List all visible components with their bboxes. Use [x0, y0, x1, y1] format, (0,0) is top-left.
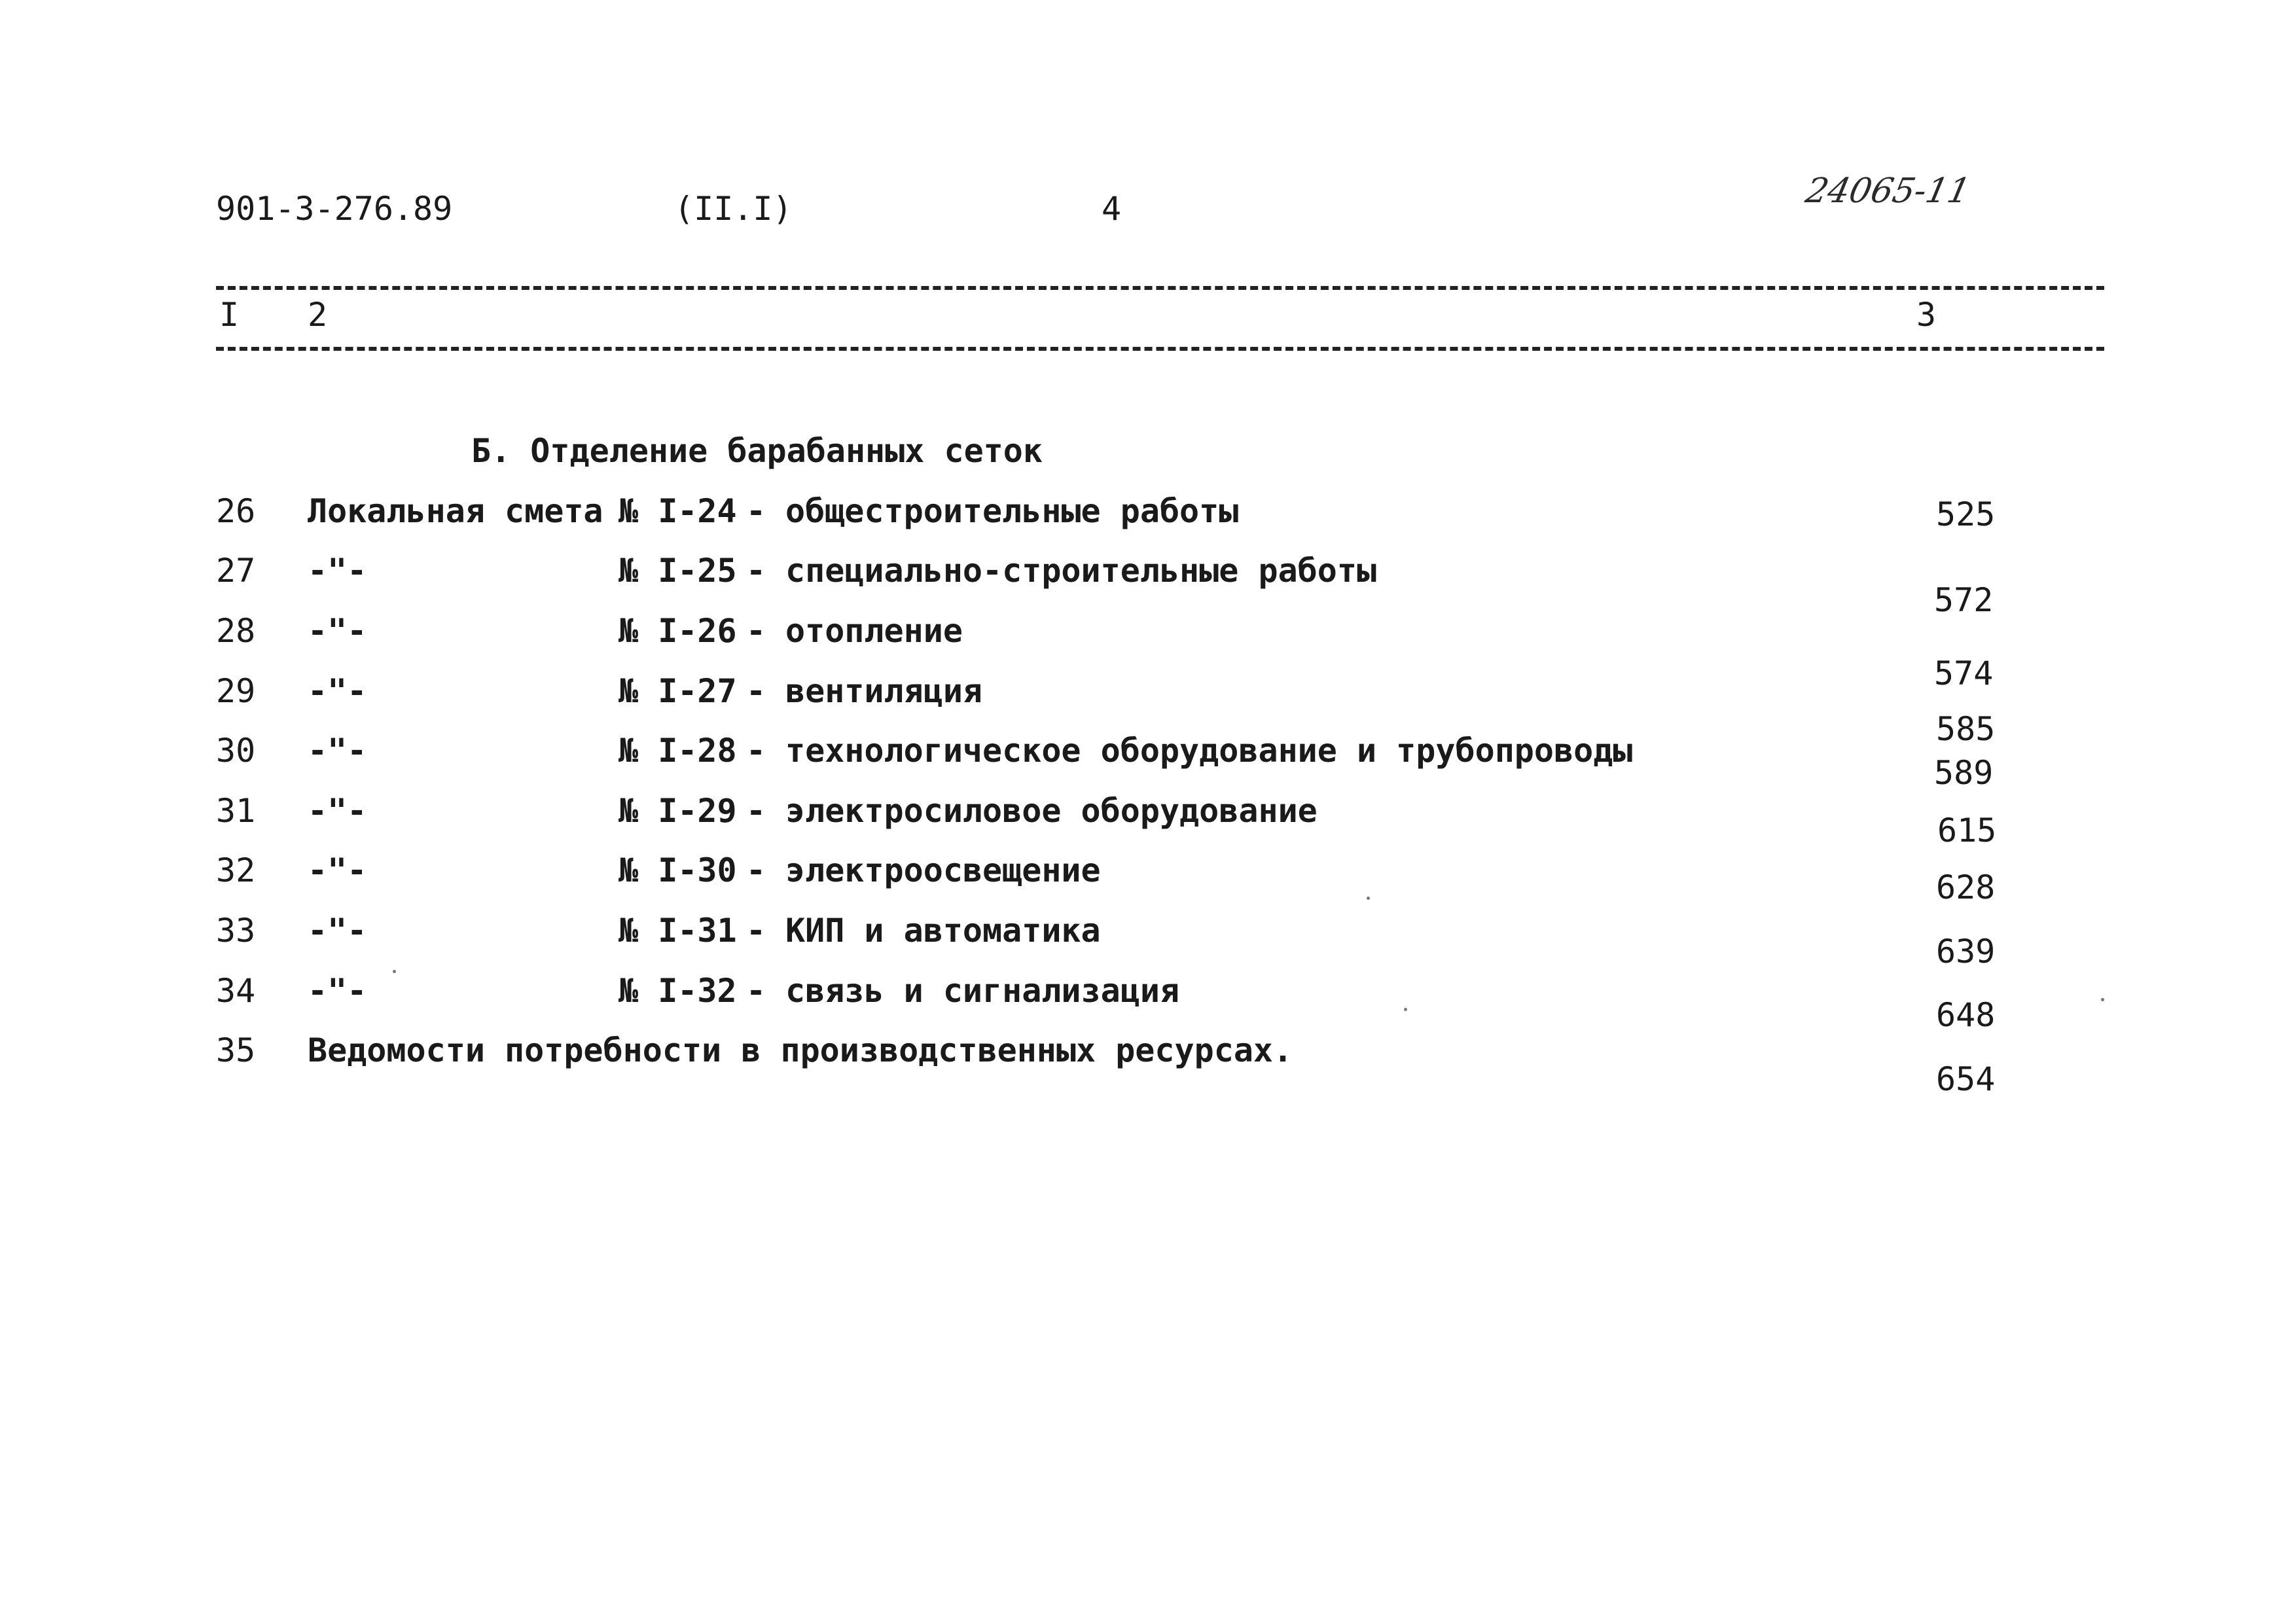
- item-reference: № I-30: [619, 851, 737, 889]
- item-type: -"-: [308, 972, 367, 1010]
- item-dash: -: [746, 851, 766, 889]
- item-number: 31: [216, 792, 256, 830]
- item-number: 26: [216, 492, 256, 530]
- page-number: 525: [1936, 495, 1996, 533]
- page-number: 585: [1936, 710, 1996, 748]
- page-number: 654: [1936, 1060, 1996, 1098]
- item-number: 34: [216, 972, 256, 1010]
- item-number: 27: [216, 552, 256, 590]
- item-description: общестроительные работы: [785, 492, 1239, 530]
- page-number: 639: [1936, 933, 1996, 971]
- item-type: -"-: [308, 672, 367, 710]
- volume-label: (II.I): [674, 190, 793, 228]
- item-dash: -: [746, 672, 766, 710]
- item-type: -"-: [308, 792, 367, 830]
- item-type: -"-: [308, 851, 367, 889]
- item-dash: -: [746, 912, 766, 950]
- item-reference: № I-25: [619, 552, 737, 590]
- item-dash: -: [746, 732, 766, 770]
- item-reference: № I-26: [619, 612, 737, 650]
- column-number-3: 3: [1916, 296, 1937, 334]
- item-type: -"-: [308, 732, 367, 770]
- document-code: 901-3-276.89: [216, 190, 453, 228]
- item-description: КИП и автоматика: [785, 912, 1101, 950]
- item-dash: -: [746, 492, 766, 530]
- item-type: -"-: [308, 552, 367, 590]
- scan-speck: [1367, 897, 1370, 900]
- item-description: электросиловое оборудование: [785, 792, 1318, 830]
- page-number: 615: [1937, 812, 1997, 849]
- item-number: 30: [216, 732, 256, 770]
- item-number: 29: [216, 672, 256, 710]
- page-number: 648: [1936, 996, 1996, 1034]
- item-description: электроосвещение: [785, 851, 1101, 889]
- section-title: Б. Отделение барабанных сеток: [471, 432, 1043, 470]
- top-dashed-rule: [216, 286, 2104, 290]
- page-number: 572: [1934, 581, 1994, 619]
- item-description: вентиляция: [785, 672, 983, 710]
- page-number: 628: [1936, 868, 1996, 906]
- item-dash: -: [746, 552, 766, 590]
- column-number-2: 2: [308, 296, 328, 334]
- item-dash: -: [746, 972, 766, 1010]
- item-description: отопление: [785, 612, 963, 650]
- item-number: 35: [216, 1031, 256, 1069]
- item-reference: № I-24: [619, 492, 737, 530]
- item-dash: -: [746, 792, 766, 830]
- column-number-1: I: [219, 296, 240, 334]
- item-reference: № I-27: [619, 672, 737, 710]
- inventory-number: 24065-11: [1802, 171, 1974, 211]
- bottom-dashed-rule: [216, 347, 2104, 351]
- item-description: специально-строительные работы: [785, 552, 1377, 590]
- item-type: -"-: [308, 912, 367, 950]
- item-number: 32: [216, 851, 256, 889]
- item-type: Ведомости потребности в производственных ресурсах.: [308, 1031, 1293, 1069]
- page-number: 574: [1934, 654, 1994, 692]
- scan-speck: [393, 970, 396, 973]
- item-reference: № I-31: [619, 912, 737, 950]
- sheet-number: 4: [1102, 190, 1122, 228]
- item-dash: -: [746, 612, 766, 650]
- item-reference: № I-32: [619, 972, 737, 1010]
- page-number: 589: [1934, 754, 1994, 792]
- item-reference: № I-28: [619, 732, 737, 770]
- item-description: технологическое оборудование и трубопроводы: [785, 732, 1633, 770]
- item-type: -"-: [308, 612, 367, 650]
- item-number: 28: [216, 612, 256, 650]
- item-type: Локальная смета: [308, 492, 603, 530]
- scan-speck: [1404, 1008, 1407, 1011]
- item-description: связь и сигнализация: [785, 972, 1180, 1010]
- item-number: 33: [216, 912, 256, 950]
- scan-speck: [2101, 998, 2104, 1001]
- item-reference: № I-29: [619, 792, 737, 830]
